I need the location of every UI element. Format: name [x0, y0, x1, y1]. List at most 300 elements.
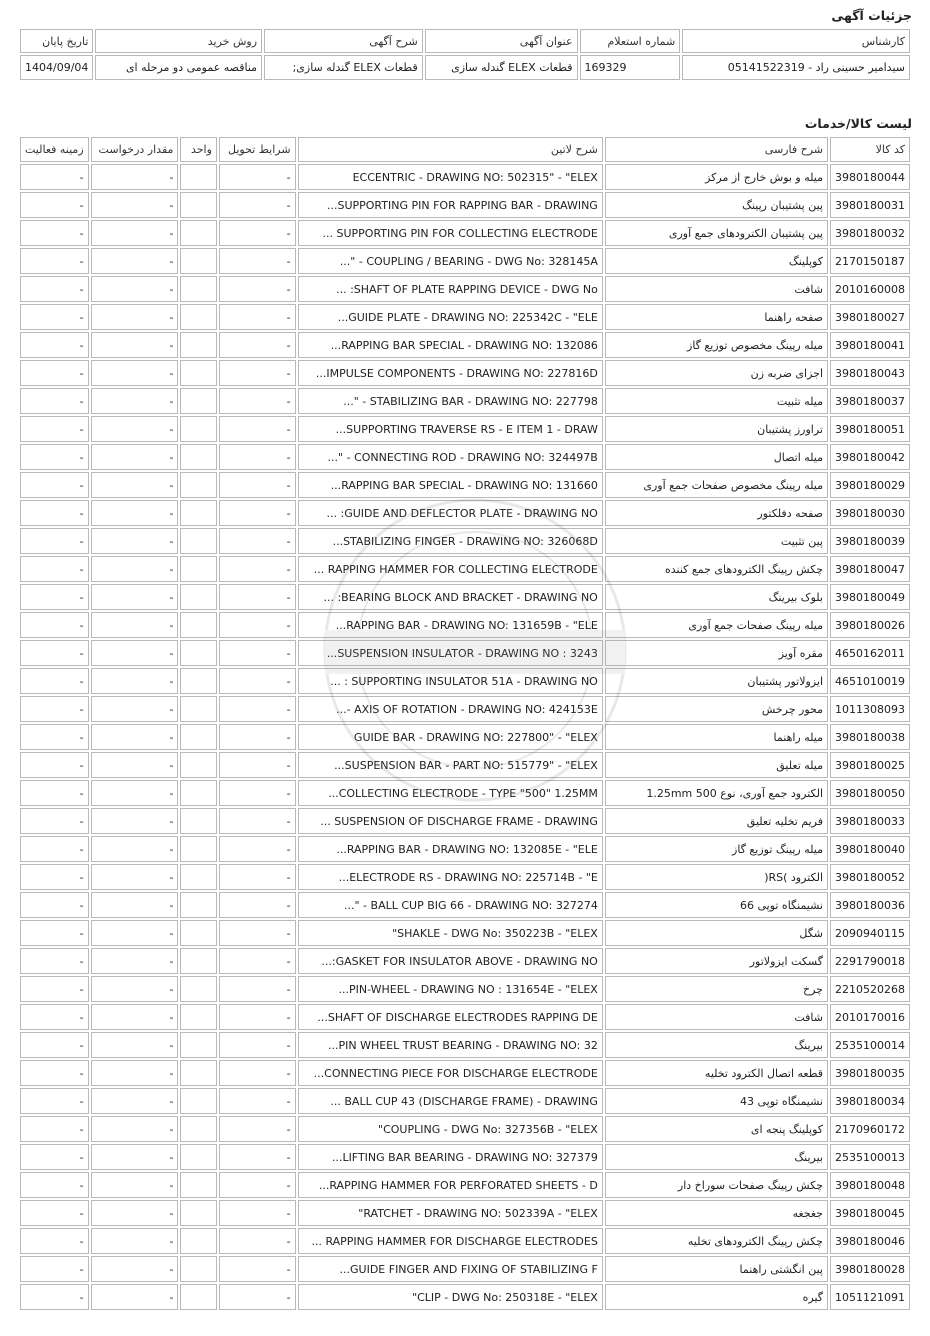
unit-cell — [180, 1228, 217, 1254]
items-title: لیست کالا/خدمات — [804, 116, 912, 131]
quantity-cell: - — [91, 500, 179, 526]
item-code-cell: 3980180039 — [830, 528, 910, 554]
delivery-cell: - — [219, 332, 296, 358]
delivery-cell: - — [219, 1228, 296, 1254]
item-code-cell: 2535100013 — [830, 1144, 910, 1170]
delivery-cell: - — [219, 612, 296, 638]
delivery-cell: - — [219, 1088, 296, 1114]
unit-cell — [180, 1004, 217, 1030]
quantity-cell: - — [91, 556, 179, 582]
quantity-cell: - — [91, 1116, 179, 1142]
quantity-cell: - — [91, 164, 179, 190]
delivery-cell: - — [219, 836, 296, 862]
activity-field-cell: - — [20, 1088, 89, 1114]
table-row — [20, 1200, 910, 1226]
quantity-cell: - — [91, 332, 179, 358]
details-header-row — [20, 29, 910, 53]
item-code-cell: 3980180031 — [830, 192, 910, 218]
delivery-cell: - — [219, 1032, 296, 1058]
item-code-cell: 3980180026 — [830, 612, 910, 638]
unit-cell — [180, 192, 217, 218]
latin-desc-cell: GUIDE AND DEFLECTOR PLATE - DRAWING NO: ... — [298, 500, 603, 526]
quantity-cell: - — [91, 668, 179, 694]
activity-field-cell: - — [20, 332, 89, 358]
persian-desc-cell: بیرینگ — [605, 1032, 828, 1058]
item-code-cell: 3980180044 — [830, 164, 910, 190]
quantity-cell: - — [91, 1200, 179, 1226]
persian-desc-cell: فریم تخلیه تعلیق — [605, 808, 828, 834]
delivery-cell: - — [219, 220, 296, 246]
table-row — [20, 724, 910, 750]
item-code-cell: 2291790018 — [830, 948, 910, 974]
col-ad-description: شرح آگهی — [264, 29, 423, 53]
col-purchase-method: روش خرید — [95, 29, 262, 53]
item-code-cell: 3980180032 — [830, 220, 910, 246]
unit-cell — [180, 500, 217, 526]
unit-cell — [180, 556, 217, 582]
activity-field-cell: - — [20, 752, 89, 778]
table-row — [20, 444, 910, 470]
latin-desc-cell: RAPPING BAR - DRAWING NO: 131659B - "ELE... — [298, 612, 603, 638]
end-date-value: 1404/09/04 — [20, 55, 93, 80]
latin-desc-cell: IMPULSE COMPONENTS - DRAWING NO: 227816D... — [298, 360, 603, 386]
quantity-cell: - — [91, 1172, 179, 1198]
unit-cell — [180, 1032, 217, 1058]
col-inquiry-number: شماره استعلام — [580, 29, 681, 53]
quantity-cell: - — [91, 472, 179, 498]
latin-desc-cell: BALL CUP BIG 66 - DRAWING NO: 327274 - "... — [298, 892, 603, 918]
items-table — [18, 135, 912, 1312]
details-table — [18, 27, 912, 82]
table-row — [20, 1060, 910, 1086]
persian-desc-cell: میله رپینگ مخصوص توزیع گاز — [605, 332, 828, 358]
persian-desc-cell: بیرینگ — [605, 1144, 828, 1170]
latin-desc-cell: RATCHET - DRAWING NO: 502339A - "ELEX" — [298, 1200, 603, 1226]
activity-field-cell: - — [20, 640, 89, 666]
quantity-cell: - — [91, 948, 179, 974]
item-code-cell: 3980180034 — [830, 1088, 910, 1114]
delivery-cell: - — [219, 1284, 296, 1310]
latin-desc-cell: SHAFT OF PLATE RAPPING DEVICE - DWG No: ... — [298, 276, 603, 302]
persian-desc-cell: مقره آویز — [605, 640, 828, 666]
latin-desc-cell: BEARING BLOCK AND BRACKET - DRAWING NO: ... — [298, 584, 603, 610]
item-code-cell: 3980180040 — [830, 836, 910, 862]
delivery-cell: - — [219, 1060, 296, 1086]
latin-desc-cell: RAPPING HAMMER FOR DISCHARGE ELECTRODES ... — [298, 1228, 603, 1254]
persian-desc-cell: چکش رپینگ الکترودهای جمع کننده — [605, 556, 828, 582]
latin-desc-cell: CONNECTING PIECE FOR DISCHARGE ELECTRODE... — [298, 1060, 603, 1086]
quantity-cell: - — [91, 528, 179, 554]
activity-field-cell: - — [20, 192, 89, 218]
delivery-cell: - — [219, 1144, 296, 1170]
delivery-cell: - — [219, 276, 296, 302]
unit-cell — [180, 528, 217, 554]
persian-desc-cell: میله اتصال — [605, 444, 828, 470]
latin-desc-cell: GASKET FOR INSULATOR ABOVE - DRAWING NO:... — [298, 948, 603, 974]
table-row — [20, 1256, 910, 1282]
quantity-cell: - — [91, 780, 179, 806]
table-row — [20, 556, 910, 582]
activity-field-cell: - — [20, 1200, 89, 1226]
activity-field-cell: - — [20, 584, 89, 610]
unit-cell — [180, 1256, 217, 1282]
activity-field-cell: - — [20, 1032, 89, 1058]
unit-cell — [180, 640, 217, 666]
unit-cell — [180, 976, 217, 1002]
quantity-cell: - — [91, 220, 179, 246]
quantity-cell: - — [91, 752, 179, 778]
item-code-cell: 3980180042 — [830, 444, 910, 470]
item-code-cell: 2090940115 — [830, 920, 910, 946]
persian-desc-cell: پین تثبیت — [605, 528, 828, 554]
details-title: جزئیات آگهی — [831, 8, 912, 23]
item-code-cell: 2010170016 — [830, 1004, 910, 1030]
delivery-cell: - — [219, 556, 296, 582]
item-code-cell: 3980180049 — [830, 584, 910, 610]
latin-desc-cell: RAPPING BAR SPECIAL - DRAWING NO: 131660... — [298, 472, 603, 498]
item-code-cell: 4650162011 — [830, 640, 910, 666]
latin-desc-cell: RAPPING HAMMER FOR COLLECTING ELECTRODE ... — [298, 556, 603, 582]
table-row — [20, 528, 910, 554]
persian-desc-cell: چرخ — [605, 976, 828, 1002]
table-row — [20, 388, 910, 414]
latin-desc-cell: STABILIZING BAR - DRAWING NO: 227798 - "... — [298, 388, 603, 414]
col-unit: واحد — [180, 137, 217, 162]
latin-desc-cell: LIFTING BAR BEARING - DRAWING NO: 327379... — [298, 1144, 603, 1170]
table-row — [20, 920, 910, 946]
latin-desc-cell: SUSPENSION INSULATOR - DRAWING NO : 3243... — [298, 640, 603, 666]
table-row — [20, 1088, 910, 1114]
unit-cell — [180, 444, 217, 470]
unit-cell — [180, 948, 217, 974]
item-code-cell: 3980180041 — [830, 332, 910, 358]
table-row — [20, 500, 910, 526]
persian-desc-cell: میله رپینگ توزیع گاز — [605, 836, 828, 862]
persian-desc-cell: شافت — [605, 1004, 828, 1030]
table-row — [20, 304, 910, 330]
unit-cell — [180, 1284, 217, 1310]
activity-field-cell: - — [20, 388, 89, 414]
delivery-cell: - — [219, 696, 296, 722]
persian-desc-cell: میله راهنما — [605, 724, 828, 750]
delivery-cell: - — [219, 752, 296, 778]
table-row — [20, 360, 910, 386]
table-row — [20, 640, 910, 666]
latin-desc-cell: PIN-WHEEL - DRAWING NO : 131654E - "ELEX... — [298, 976, 603, 1002]
expert-value: سیدامیر حسینی راد - 05141522319 — [682, 55, 910, 80]
delivery-cell: - — [219, 528, 296, 554]
persian-desc-cell: گیره — [605, 1284, 828, 1310]
latin-desc-cell: CONNECTING ROD - DRAWING NO: 324497B - "... — [298, 444, 603, 470]
latin-desc-cell: STABILIZING FINGER - DRAWING NO: 326068D... — [298, 528, 603, 554]
activity-field-cell: - — [20, 304, 89, 330]
col-activity-field: زمینه فعالیت — [20, 137, 89, 162]
unit-cell — [180, 164, 217, 190]
table-row — [20, 696, 910, 722]
unit-cell — [180, 808, 217, 834]
activity-field-cell: - — [20, 1004, 89, 1030]
table-row — [20, 1032, 910, 1058]
latin-desc-cell: GUIDE FINGER AND FIXING OF STABILIZING F... — [298, 1256, 603, 1282]
item-code-cell: 3980180045 — [830, 1200, 910, 1226]
item-code-cell: 3980180033 — [830, 808, 910, 834]
item-code-cell: 4651010019 — [830, 668, 910, 694]
unit-cell — [180, 276, 217, 302]
table-row — [20, 416, 910, 442]
col-end-date: تاریخ پایان — [20, 29, 93, 53]
delivery-cell: - — [219, 1116, 296, 1142]
delivery-cell: - — [219, 724, 296, 750]
latin-desc-cell: COLLECTING ELECTRODE - TYPE "500" 1.25MM... — [298, 780, 603, 806]
delivery-cell: - — [219, 584, 296, 610]
quantity-cell: - — [91, 640, 179, 666]
persian-desc-cell: میله رپینگ مخصوص صفحات جمع آوری — [605, 472, 828, 498]
activity-field-cell: - — [20, 976, 89, 1002]
item-code-cell: 3980180030 — [830, 500, 910, 526]
unit-cell — [180, 1060, 217, 1086]
table-row — [20, 808, 910, 834]
delivery-cell: - — [219, 808, 296, 834]
unit-cell — [180, 220, 217, 246]
latin-desc-cell: COUPLING - DWG No: 327356B - "ELEX" — [298, 1116, 603, 1142]
latin-desc-cell: BALL CUP 43 (DISCHARGE FRAME) - DRAWING ... — [298, 1088, 603, 1114]
item-code-cell: 2170150187 — [830, 248, 910, 274]
persian-desc-cell: صفحه راهنما — [605, 304, 828, 330]
latin-desc-cell: SUPPORTING TRAVERSE RS - E ITEM 1 - DRAW... — [298, 416, 603, 442]
table-row — [20, 976, 910, 1002]
unit-cell — [180, 892, 217, 918]
quantity-cell: - — [91, 192, 179, 218]
table-row — [20, 472, 910, 498]
quantity-cell: - — [91, 1284, 179, 1310]
table-row — [20, 892, 910, 918]
unit-cell — [180, 696, 217, 722]
table-row — [20, 1144, 910, 1170]
persian-desc-cell: میله تعلیق — [605, 752, 828, 778]
item-code-cell: 3980180051 — [830, 416, 910, 442]
activity-field-cell: - — [20, 164, 89, 190]
activity-field-cell: - — [20, 920, 89, 946]
table-row — [20, 1228, 910, 1254]
latin-desc-cell: GUIDE BAR - DRAWING NO: 227800" - "ELEX — [298, 724, 603, 750]
quantity-cell: - — [91, 612, 179, 638]
persian-desc-cell: گسکت ایزولاتور — [605, 948, 828, 974]
quantity-cell: - — [91, 360, 179, 386]
persian-desc-cell: محور چرخش — [605, 696, 828, 722]
latin-desc-cell: AXIS OF ROTATION - DRAWING NO: 424153E -... — [298, 696, 603, 722]
item-code-cell: 3980180047 — [830, 556, 910, 582]
items-header-row — [20, 137, 910, 162]
item-code-cell: 2010160008 — [830, 276, 910, 302]
activity-field-cell: - — [20, 1228, 89, 1254]
delivery-cell: - — [219, 444, 296, 470]
quantity-cell: - — [91, 1088, 179, 1114]
activity-field-cell: - — [20, 1284, 89, 1310]
delivery-cell: - — [219, 948, 296, 974]
activity-field-cell: - — [20, 500, 89, 526]
persian-desc-cell: پین پشتیبان الکترودهای جمع آوری — [605, 220, 828, 246]
activity-field-cell: - — [20, 1060, 89, 1086]
persian-desc-cell: بلوک بیرینگ — [605, 584, 828, 610]
persian-desc-cell: اجزای ضربه زن — [605, 360, 828, 386]
table-row — [20, 752, 910, 778]
table-row — [20, 164, 910, 190]
unit-cell — [180, 332, 217, 358]
col-item-code: کد کالا — [830, 137, 910, 162]
activity-field-cell: - — [20, 780, 89, 806]
latin-desc-cell: ELECTRODE RS - DRAWING NO: 225714B - "E... — [298, 864, 603, 890]
quantity-cell: - — [91, 976, 179, 1002]
persian-desc-cell: الکترود جمع آوری، نوع 500 1.25mm — [605, 780, 828, 806]
delivery-cell: - — [219, 920, 296, 946]
activity-field-cell: - — [20, 808, 89, 834]
latin-desc-cell: SUPPORTING INSULATOR 51A - DRAWING NO : ... — [298, 668, 603, 694]
activity-field-cell: - — [20, 416, 89, 442]
unit-cell — [180, 752, 217, 778]
ad-description-value: قطعات ELEX گندله سازی; — [264, 55, 423, 80]
delivery-cell: - — [219, 304, 296, 330]
quantity-cell: - — [91, 1060, 179, 1086]
quantity-cell: - — [91, 864, 179, 890]
unit-cell — [180, 724, 217, 750]
col-delivery: شرایط تحویل — [219, 137, 296, 162]
unit-cell — [180, 584, 217, 610]
item-code-cell: 3980180029 — [830, 472, 910, 498]
unit-cell — [180, 388, 217, 414]
delivery-cell: - — [219, 388, 296, 414]
persian-desc-cell: تراورز پشتیبان — [605, 416, 828, 442]
quantity-cell: - — [91, 1032, 179, 1058]
quantity-cell: - — [91, 388, 179, 414]
delivery-cell: - — [219, 248, 296, 274]
col-expert: کارشناس — [682, 29, 910, 53]
unit-cell — [180, 780, 217, 806]
activity-field-cell: - — [20, 668, 89, 694]
details-value-row — [20, 55, 910, 80]
item-code-cell: 2170960172 — [830, 1116, 910, 1142]
delivery-cell: - — [219, 360, 296, 386]
unit-cell — [180, 1200, 217, 1226]
activity-field-cell: - — [20, 444, 89, 470]
delivery-cell: - — [219, 780, 296, 806]
quantity-cell: - — [91, 920, 179, 946]
col-quantity: مقدار درخواست — [91, 137, 179, 162]
item-code-cell: 3980180046 — [830, 1228, 910, 1254]
item-code-cell: 3980180048 — [830, 1172, 910, 1198]
persian-desc-cell: پین پشتیبان رپینگ — [605, 192, 828, 218]
unit-cell — [180, 304, 217, 330]
item-code-cell: 2535100014 — [830, 1032, 910, 1058]
col-persian-desc: شرح فارسی — [605, 137, 828, 162]
persian-desc-cell: قطعه اتصال الکترود تخلیه — [605, 1060, 828, 1086]
delivery-cell: - — [219, 892, 296, 918]
quantity-cell: - — [91, 416, 179, 442]
delivery-cell: - — [219, 1172, 296, 1198]
activity-field-cell: - — [20, 948, 89, 974]
quantity-cell: - — [91, 304, 179, 330]
latin-desc-cell: RAPPING BAR - DRAWING NO: 132085E - "ELE... — [298, 836, 603, 862]
quantity-cell: - — [91, 444, 179, 470]
item-code-cell: 3980180050 — [830, 780, 910, 806]
table-row — [20, 1172, 910, 1198]
latin-desc-cell: GUIDE PLATE - DRAWING NO: 225342C - "ELE... — [298, 304, 603, 330]
latin-desc-cell: SHAFT OF DISCHARGE ELECTRODES RAPPING DE... — [298, 1004, 603, 1030]
unit-cell — [180, 864, 217, 890]
unit-cell — [180, 1172, 217, 1198]
col-ad-title: عنوان آگهی — [425, 29, 578, 53]
table-row — [20, 332, 910, 358]
activity-field-cell: - — [20, 1172, 89, 1198]
item-code-cell: 2210520268 — [830, 976, 910, 1002]
quantity-cell: - — [91, 276, 179, 302]
table-row — [20, 276, 910, 302]
activity-field-cell: - — [20, 276, 89, 302]
item-code-cell: 3980180052 — [830, 864, 910, 890]
table-row — [20, 248, 910, 274]
table-row — [20, 864, 910, 890]
unit-cell — [180, 668, 217, 694]
latin-desc-cell: RAPPING BAR SPECIAL - DRAWING NO: 132086... — [298, 332, 603, 358]
activity-field-cell: - — [20, 836, 89, 862]
table-row — [20, 780, 910, 806]
item-code-cell: 3980180037 — [830, 388, 910, 414]
table-row — [20, 584, 910, 610]
inquiry-number-value: 169329 — [580, 55, 681, 80]
persian-desc-cell: الکترود )RS( — [605, 864, 828, 890]
persian-desc-cell: شگل — [605, 920, 828, 946]
unit-cell — [180, 360, 217, 386]
unit-cell — [180, 416, 217, 442]
quantity-cell: - — [91, 584, 179, 610]
delivery-cell: - — [219, 640, 296, 666]
latin-desc-cell: SHAKLE - DWG No: 350223B - "ELEX" — [298, 920, 603, 946]
persian-desc-cell: شافت — [605, 276, 828, 302]
delivery-cell: - — [219, 500, 296, 526]
persian-desc-cell: میله و بوش خارج از مرکز — [605, 164, 828, 190]
item-code-cell: 1051121091 — [830, 1284, 910, 1310]
delivery-cell: - — [219, 472, 296, 498]
activity-field-cell: - — [20, 248, 89, 274]
delivery-cell: - — [219, 864, 296, 890]
latin-desc-cell: SUPPORTING PIN FOR RAPPING BAR - DRAWING... — [298, 192, 603, 218]
delivery-cell: - — [219, 668, 296, 694]
quantity-cell: - — [91, 248, 179, 274]
quantity-cell: - — [91, 1256, 179, 1282]
persian-desc-cell: کوپلینگ پنجه ای — [605, 1116, 828, 1142]
delivery-cell: - — [219, 1256, 296, 1282]
persian-desc-cell: چکش رپینگ صفحات سوراخ دار — [605, 1172, 828, 1198]
delivery-cell: - — [219, 192, 296, 218]
latin-desc-cell: COUPLING / BEARING - DWG No: 328145A - "... — [298, 248, 603, 274]
activity-field-cell: - — [20, 528, 89, 554]
unit-cell — [180, 920, 217, 946]
table-row — [20, 1284, 910, 1310]
unit-cell — [180, 1116, 217, 1142]
unit-cell — [180, 472, 217, 498]
quantity-cell: - — [91, 1144, 179, 1170]
latin-desc-cell: RAPPING HAMMER FOR PERFORATED SHEETS - D... — [298, 1172, 603, 1198]
unit-cell — [180, 612, 217, 638]
quantity-cell: - — [91, 724, 179, 750]
delivery-cell: - — [219, 416, 296, 442]
table-row — [20, 1116, 910, 1142]
quantity-cell: - — [91, 1004, 179, 1030]
delivery-cell: - — [219, 1200, 296, 1226]
activity-field-cell: - — [20, 864, 89, 890]
quantity-cell: - — [91, 892, 179, 918]
item-code-cell: 1011308093 — [830, 696, 910, 722]
table-row — [20, 836, 910, 862]
